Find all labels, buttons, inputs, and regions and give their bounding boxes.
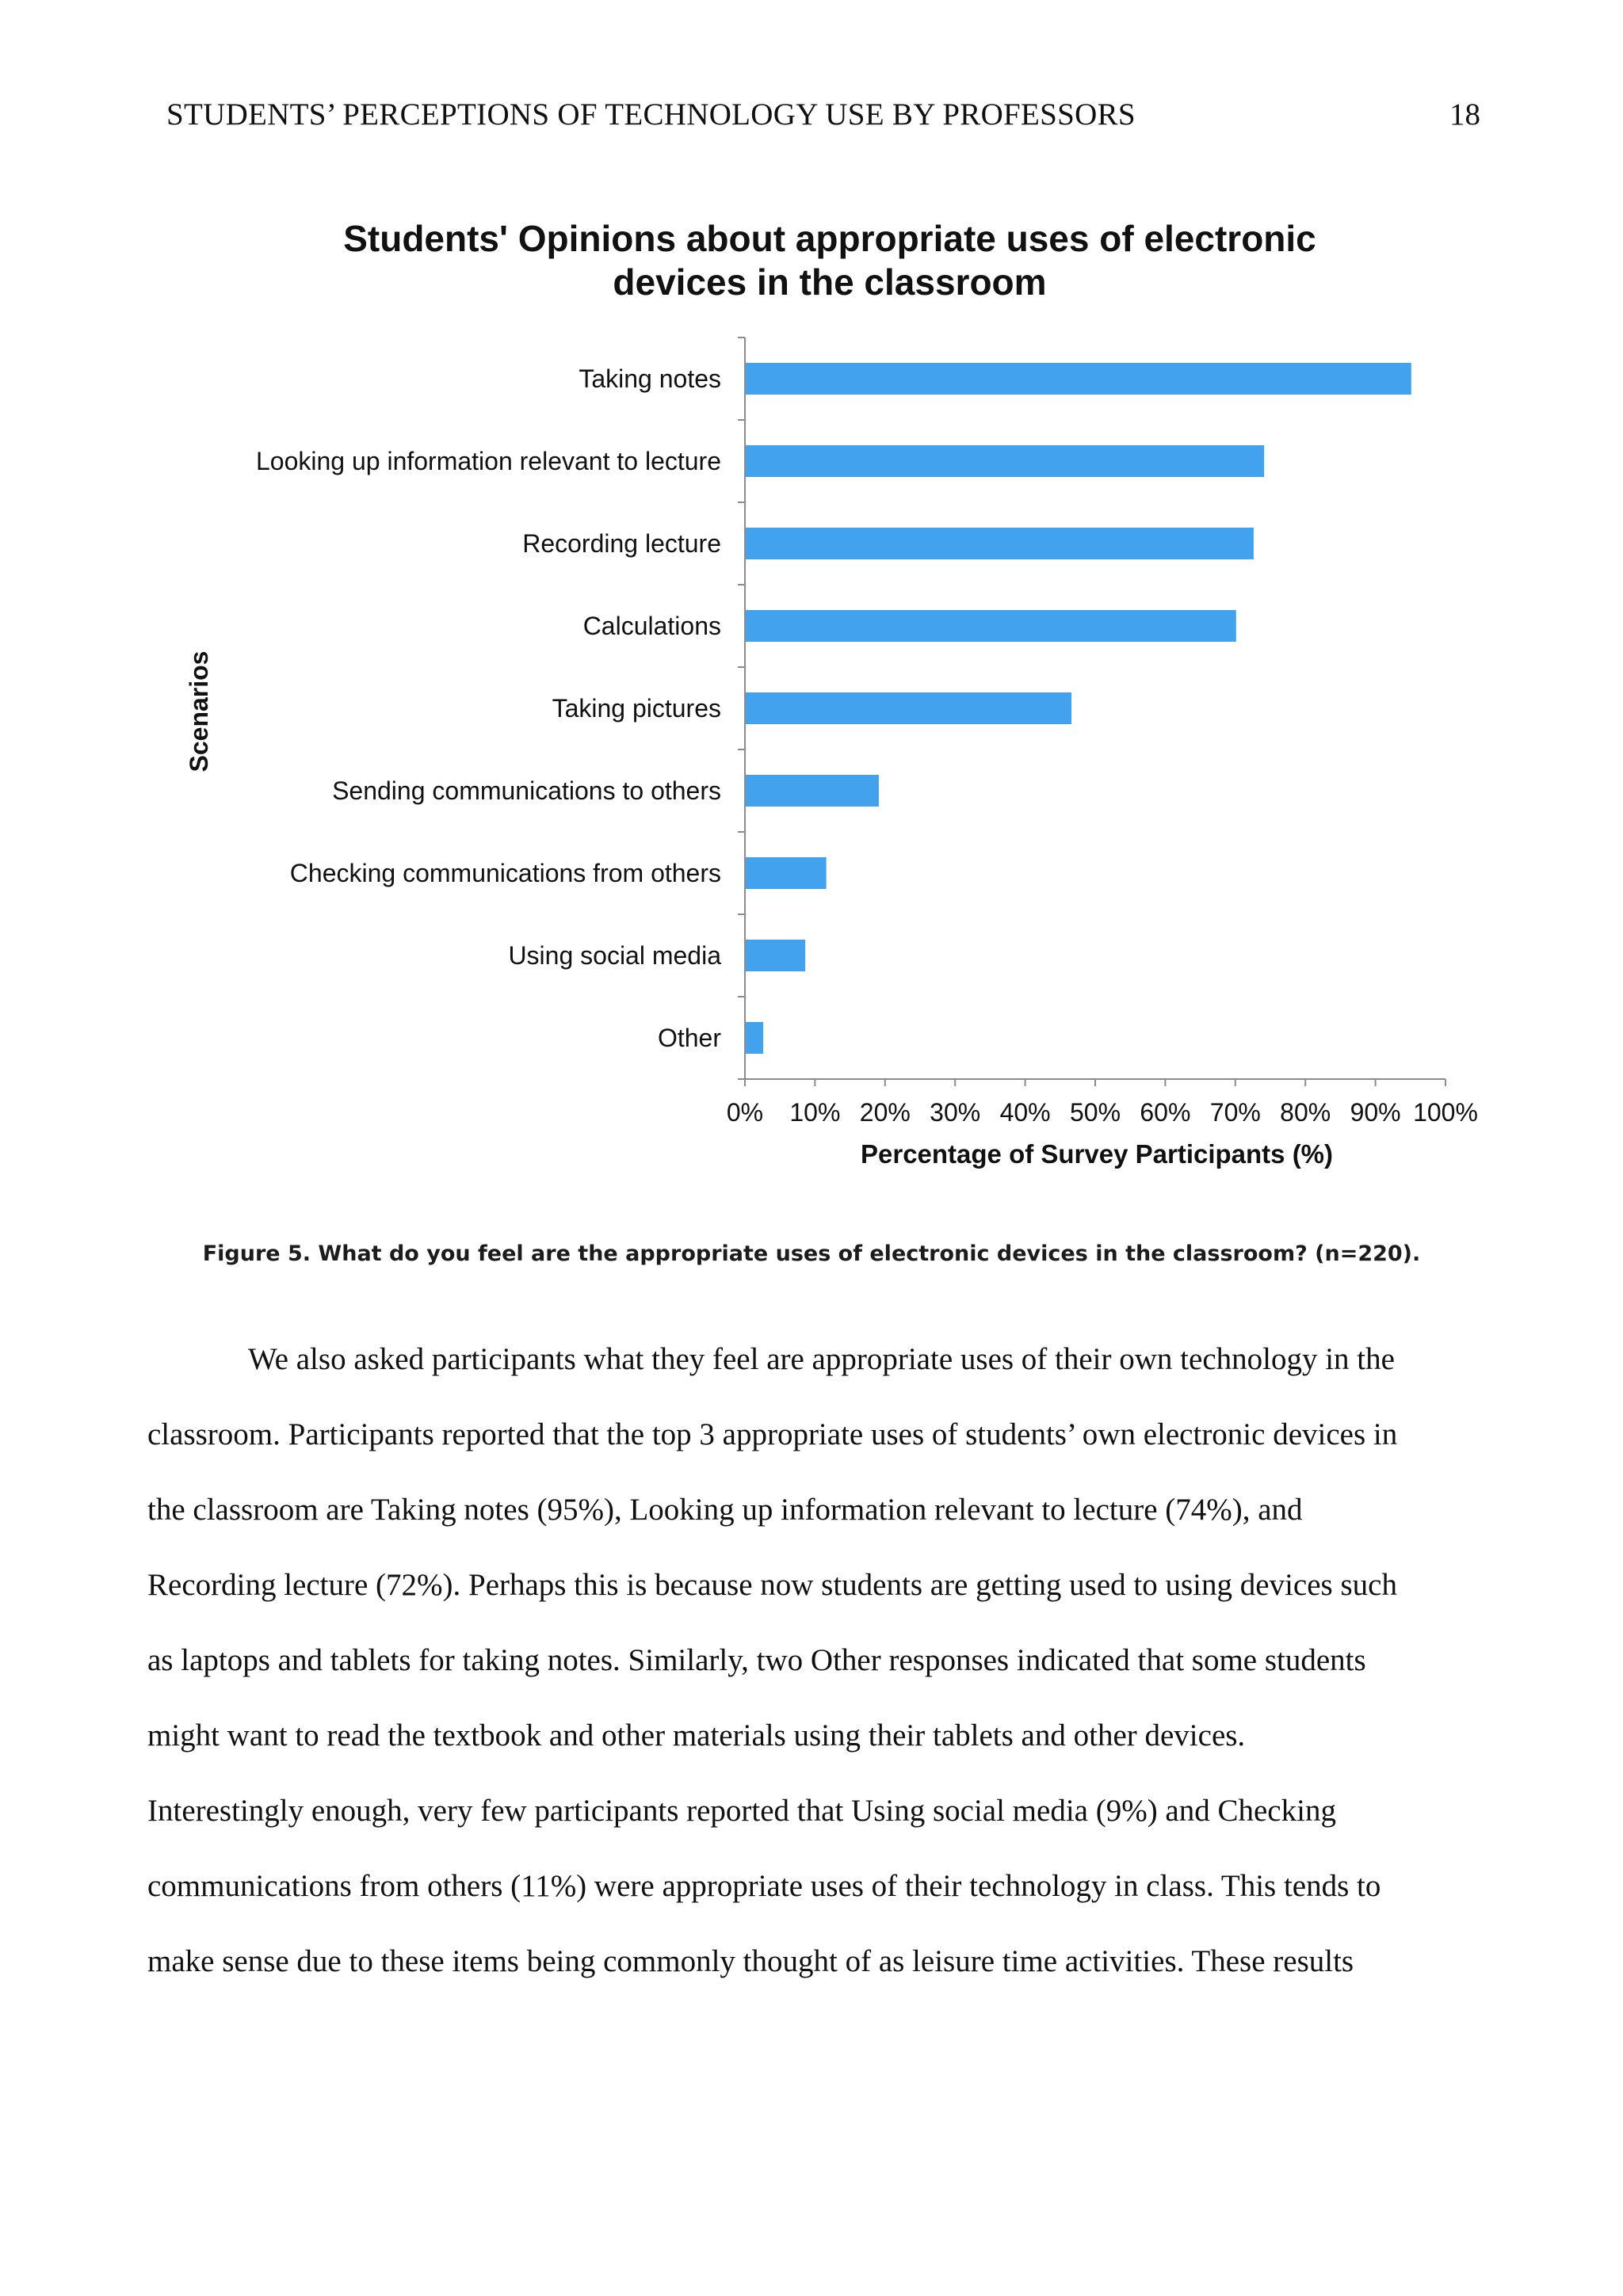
body-line: make sense due to these items being commonly thought of as leisure time activities. These results [147, 1944, 1354, 1978]
bar [746, 1022, 763, 1054]
x-tick-label: 50% [1069, 1098, 1121, 1127]
x-tick-label: 60% [1140, 1098, 1191, 1127]
body-paragraph [147, 1322, 1495, 1999]
x-tick-label: 0% [726, 1098, 764, 1127]
page-number: 18 [1449, 97, 1480, 132]
x-tick-label: 100% [1413, 1098, 1478, 1127]
running-head: STUDENTS’ PERCEPTIONS OF TECHNOLOGY USE BY PROFESSORS [166, 97, 1136, 132]
x-tick-label: 40% [999, 1098, 1051, 1127]
chart-title-line-1: Students' Opinions about appropriate uses of electronic [343, 218, 1316, 259]
body-line: as laptops and tablets for taking notes. Similarly, two Other responses indicated that some students [147, 1643, 1366, 1677]
body-line: Recording lecture (72%). Perhaps this is because now students are getting used to using devices such [147, 1568, 1397, 1602]
body-line: classroom. Participants reported that the top 3 appropriate uses of students’ own electronic devices in [147, 1417, 1398, 1451]
chart-title-line-2: devices in the classroom [613, 261, 1047, 303]
x-tick-label: 30% [930, 1098, 981, 1127]
plot-area [256, 338, 1478, 1127]
bar [746, 528, 1254, 559]
category-label: Recording lecture [522, 529, 721, 558]
y-axis-label: Scenarios [185, 650, 213, 772]
bar [746, 940, 805, 971]
x-tick-label: 80% [1280, 1098, 1331, 1127]
bar [746, 857, 827, 889]
category-label: Other [657, 1024, 721, 1052]
body-line: communications from others (11%) were appropriate uses of their technology in class. This tends to [147, 1869, 1381, 1903]
category-label: Calculations [582, 612, 721, 640]
bar [746, 363, 1411, 395]
x-tick-label: 10% [789, 1098, 841, 1127]
figure-caption: Figure 5. What do you feel are the appropriate uses of electronic devices in the classroom? (n=220). [202, 1241, 1421, 1266]
category-label: Using social media [508, 941, 721, 970]
body-line: We also asked participants what they feel are appropriate uses of their own technology in the [248, 1342, 1395, 1376]
body-line: the classroom are Taking notes (95%), Looking up information relevant to lecture (74%), and [147, 1493, 1303, 1527]
x-tick-label: 20% [859, 1098, 911, 1127]
category-label: Sending communications to others [332, 776, 721, 805]
x-tick-label: 70% [1209, 1098, 1261, 1127]
body-line: Interestingly enough, very few participants reported that Using social media (9%) and Checking [147, 1794, 1336, 1828]
category-label: Taking notes [579, 364, 721, 393]
bar-chart [0, 190, 1623, 1220]
chart-title [343, 218, 1316, 303]
bar [746, 775, 879, 807]
bar [746, 610, 1236, 642]
category-label: Looking up information relevant to lecture [255, 447, 721, 475]
category-label: Taking pictures [552, 694, 721, 723]
x-axis-label: Percentage of Survey Participants (%) [860, 1139, 1334, 1169]
category-label: Checking communications from others [289, 859, 721, 887]
body-line: might want to read the textbook and other materials using their tablets and other devices. [147, 1718, 1246, 1753]
bar [746, 445, 1264, 477]
x-tick-label: 90% [1350, 1098, 1401, 1127]
bar [746, 692, 1071, 724]
